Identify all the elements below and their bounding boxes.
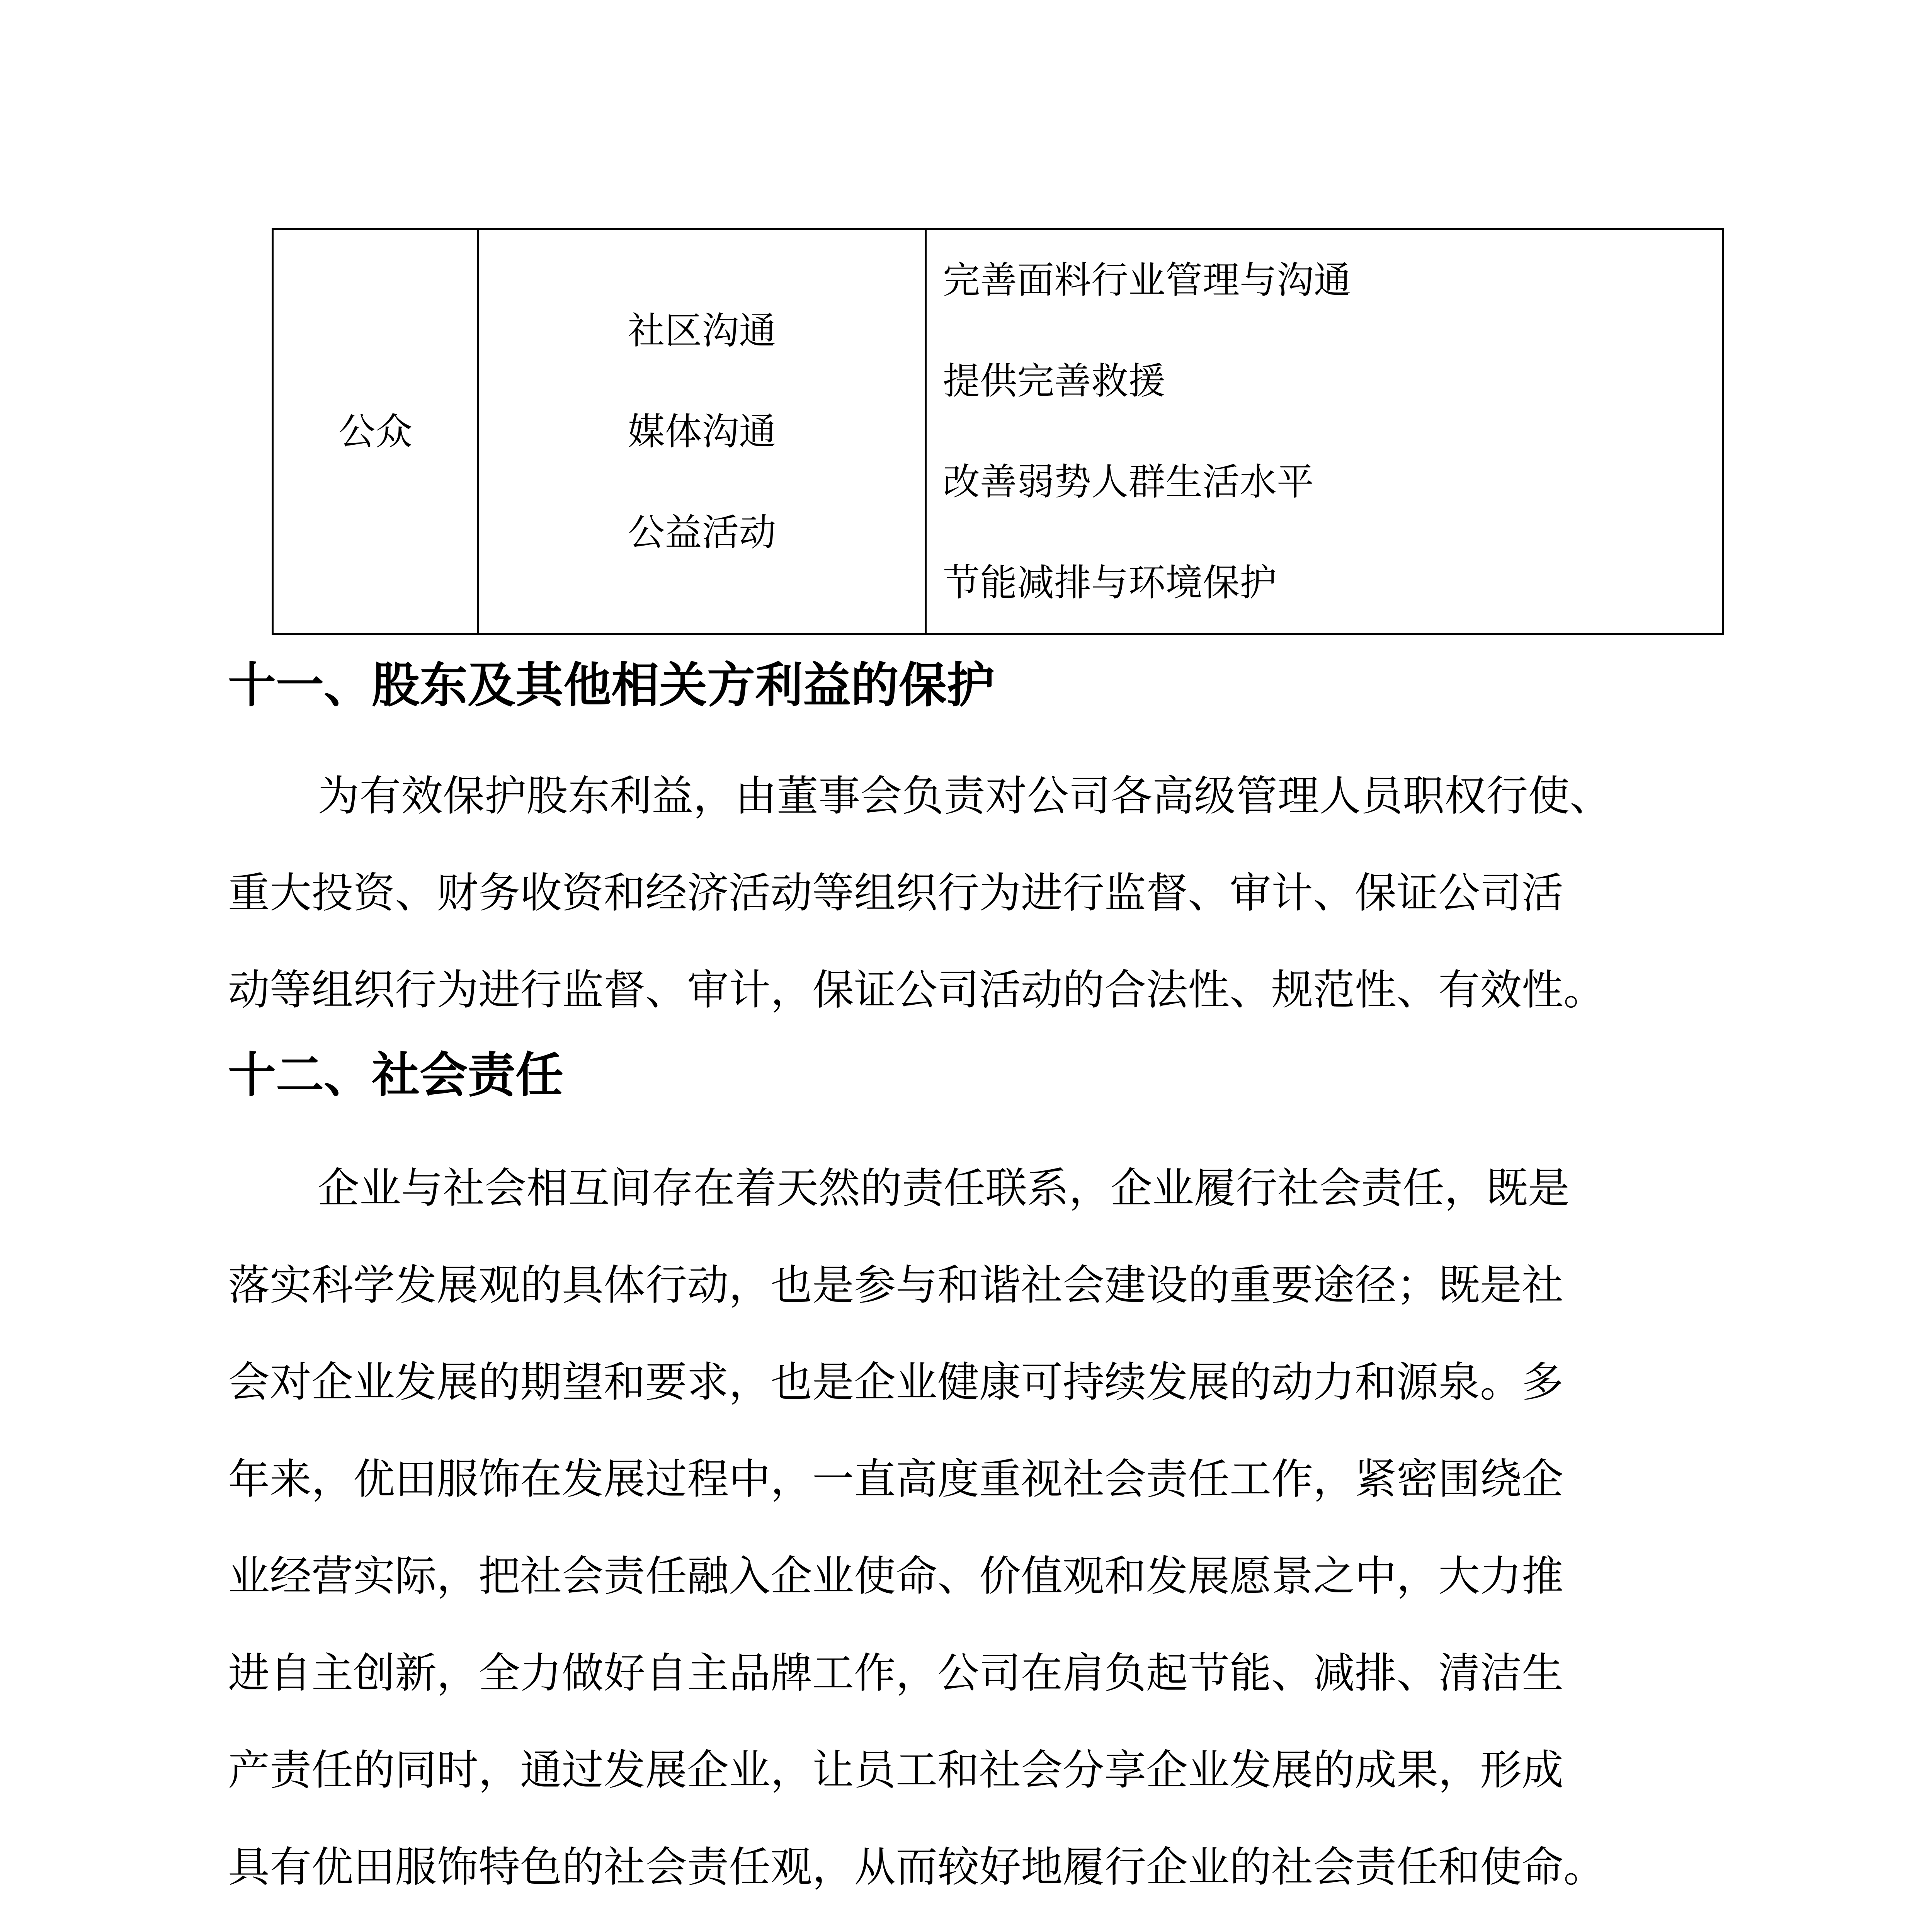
channel-item: 公益活动 [628, 510, 776, 554]
paragraph-line: 进自主创新，全力做好自主品牌工作，公司在肩负起节能、减排、清洁生 [228, 1649, 1564, 1697]
table-row [273, 229, 1723, 634]
stakeholder-communication-table [272, 228, 1724, 635]
paragraph-line: 为有效保护股东利益，由董事会负责对公司各高级管理人员职权行使、 [318, 772, 1612, 820]
topic-item: 改善弱势人群生活水平 [943, 460, 1314, 503]
section-11-heading: 十一、股东及其他相关方利益的保护 [228, 658, 995, 713]
paragraph-line: 业经营实际，把社会责任融入企业使命、价值观和发展愿景之中，大力推 [228, 1552, 1564, 1600]
topic-item: 完善面料行业管理与沟通 [943, 259, 1351, 302]
section-12-paragraph-1 [228, 1140, 1692, 1916]
paragraph-line [228, 1917, 1692, 1932]
topic-item: 节能减排与环境保护 [943, 561, 1277, 604]
concern-topics-cell [926, 229, 1723, 634]
stakeholder-party-cell: 公众 [273, 229, 478, 634]
paragraph-line: 重大投资、财务收资和经济活动等组织行为进行监督、审计、保证公司活 [228, 869, 1564, 917]
channel-item: 社区沟通 [628, 309, 776, 352]
paragraph-line: 落实科学发展观的具体行动，也是参与和谐社会建设的重要途径；既是社 [228, 1261, 1564, 1310]
section-12-paragraph-2 [228, 1917, 1692, 1932]
paragraph-line: 具有优田服饰特色的社会责任观，从而较好地履行企业的社会责任和使命。 [228, 1843, 1606, 1891]
paragraph-line: 产责任的同时，通过发展企业，让员工和社会分享企业发展的成果，形成 [228, 1746, 1564, 1794]
paragraph-line: 年来，优田服饰在发展过程中，一直高度重视社会责任工作，紧密围绕企 [228, 1455, 1564, 1503]
communication-channels-cell [478, 229, 926, 634]
paragraph-line: 企业与社会相互间存在着天然的责任联系，企业履行社会责任，既是 [318, 1164, 1570, 1213]
paragraph-line: 动等组织行为进行监督、审计，保证公司活动的合法性、规范性、有效性。 [228, 966, 1606, 1014]
paragraph-line: 会对企业发展的期望和要求，也是企业健康可持续发展的动力和源泉。多 [228, 1358, 1564, 1406]
topic-item: 提供完善救援 [943, 359, 1165, 403]
section-11-paragraph [228, 748, 1692, 1039]
channel-item: 媒体沟通 [628, 410, 776, 453]
section-12-heading: 十二、社会责任 [228, 1048, 564, 1103]
